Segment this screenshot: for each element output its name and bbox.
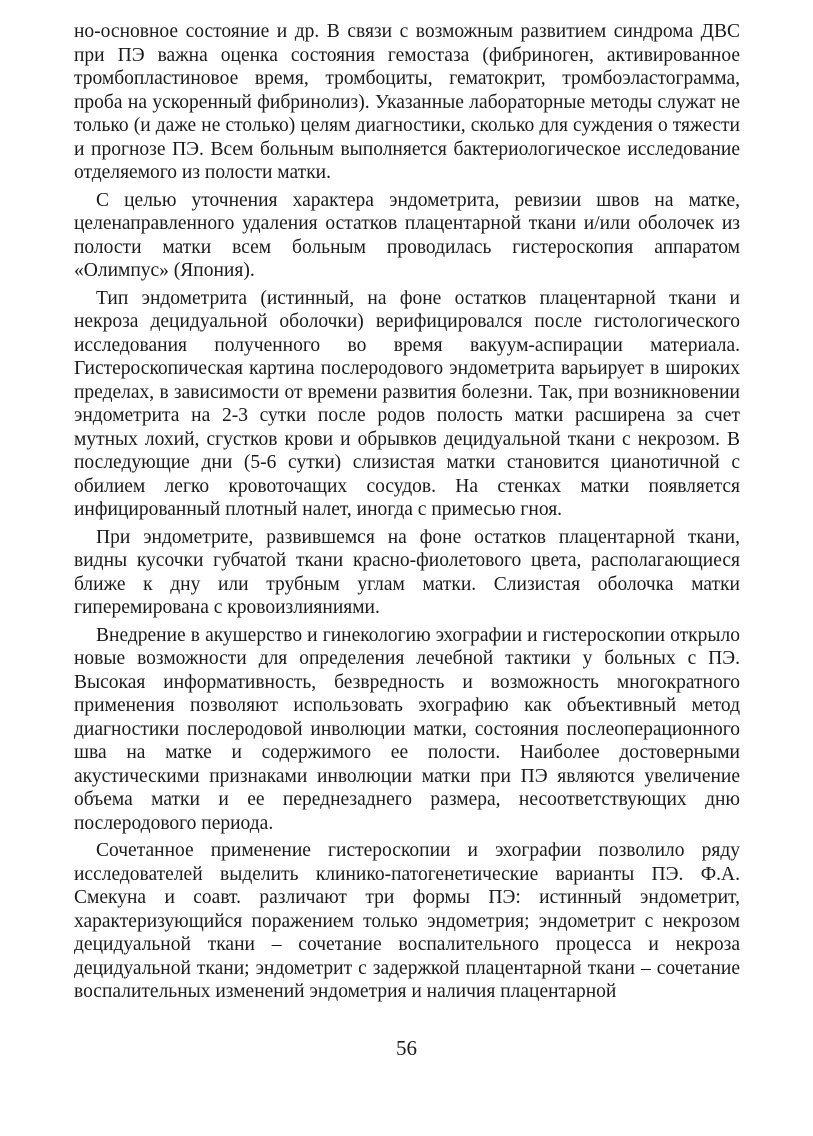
paragraph-6: Сочетанное применение гистероскопии и эхографии позволило ряду исследователей выделить клинико-патогенетические варианты ПЭ. Ф.А. Смекуна и соавт. различают три формы ПЭ: истинный эндометрит, характеризующийся поражением только эндометрия; эндометрит с некрозом децидуальной ткани – сочетание воспалительного процесса и некроза децидуальной ткани; эндометрит с задержкой плацентарной ткани – сочетание воспалительных изменений эндометрия и наличия плацентарной bbox=[74, 840, 740, 1002]
page-number: 56 bbox=[396, 1036, 417, 1060]
paragraph-1: но-основное состояние и др. В связи с возможным развитием синдрома ДВС при ПЭ важна оценка состояния гемостаза (фибриноген, активированное тромбопластиновое время, тромбоциты, гематокрит, тромбоэластограмма, проба на ускоренный фибринолиз). Указанные лабораторные методы служат не только (и даже не столько) целям диагностики, сколько для суждения о тяжести и прогнозе ПЭ. Всем больным выполняется бактериологическое исследование отделяемого из полости матки. bbox=[74, 21, 740, 183]
paragraph-3: Тип эндометрита (истинный, на фоне остатков плацентарной ткани и некроза децидуальной оболочки) верифицировался после гистологического исследования полученного во время вакуум-аспирации материала. Гистероскопическая картина послеродового эндометрита варьирует в широких пределах, в зависимости от времени развития болезни. Так, при возникновении эндометрита на 2-3 сутки после родов полость матки расширена за счет мутных лохий, сгустков крови и обрывков децидуальной ткани с некрозом. В последующие дни (5-6 сутки) слизистая матки становится цианотичной с обилием легко кровоточащих сосудов. На стенках матки появляется инфицированный плотный налет, иногда с примесью гноя. bbox=[74, 287, 740, 520]
paragraph-2: С целью уточнения характера эндометрита, ревизии швов на матке, целенаправленного удаления остатков плацентарной ткани и/или оболочек из полости матки всем больным проводилась гистероскопия аппаратом «Олимпус» (Япония). bbox=[74, 189, 740, 281]
paragraph-5: Внедрение в акушерство и гинекологию эхографии и гистероскопии открыло новые возможности для определения лечебной тактики у больных с ПЭ. Высокая информативность, безвредность и возможность многократного применения позволяют использовать эхографию как объективный метод диагностики послеродовой инволюции матки, состояния послеоперационного шва на матке и содержимого ее полости. Наиболее достоверными акустическими признаками инволюции матки при ПЭ являются увеличение объема матки и ее переднезаднего размера, несоответствующих дню послеродового периода. bbox=[74, 624, 740, 834]
paragraph-4: При эндометрите, развившемся на фоне остатков плацентарной ткани, видны кусочки губчатой ткани красно-фиолетового цвета, располагающиеся ближе к дну или трубным углам матки. Слизистая оболочка матки гиперемирована с кровоизлияниями. bbox=[74, 526, 740, 618]
body-text bbox=[74, 20, 740, 1008]
